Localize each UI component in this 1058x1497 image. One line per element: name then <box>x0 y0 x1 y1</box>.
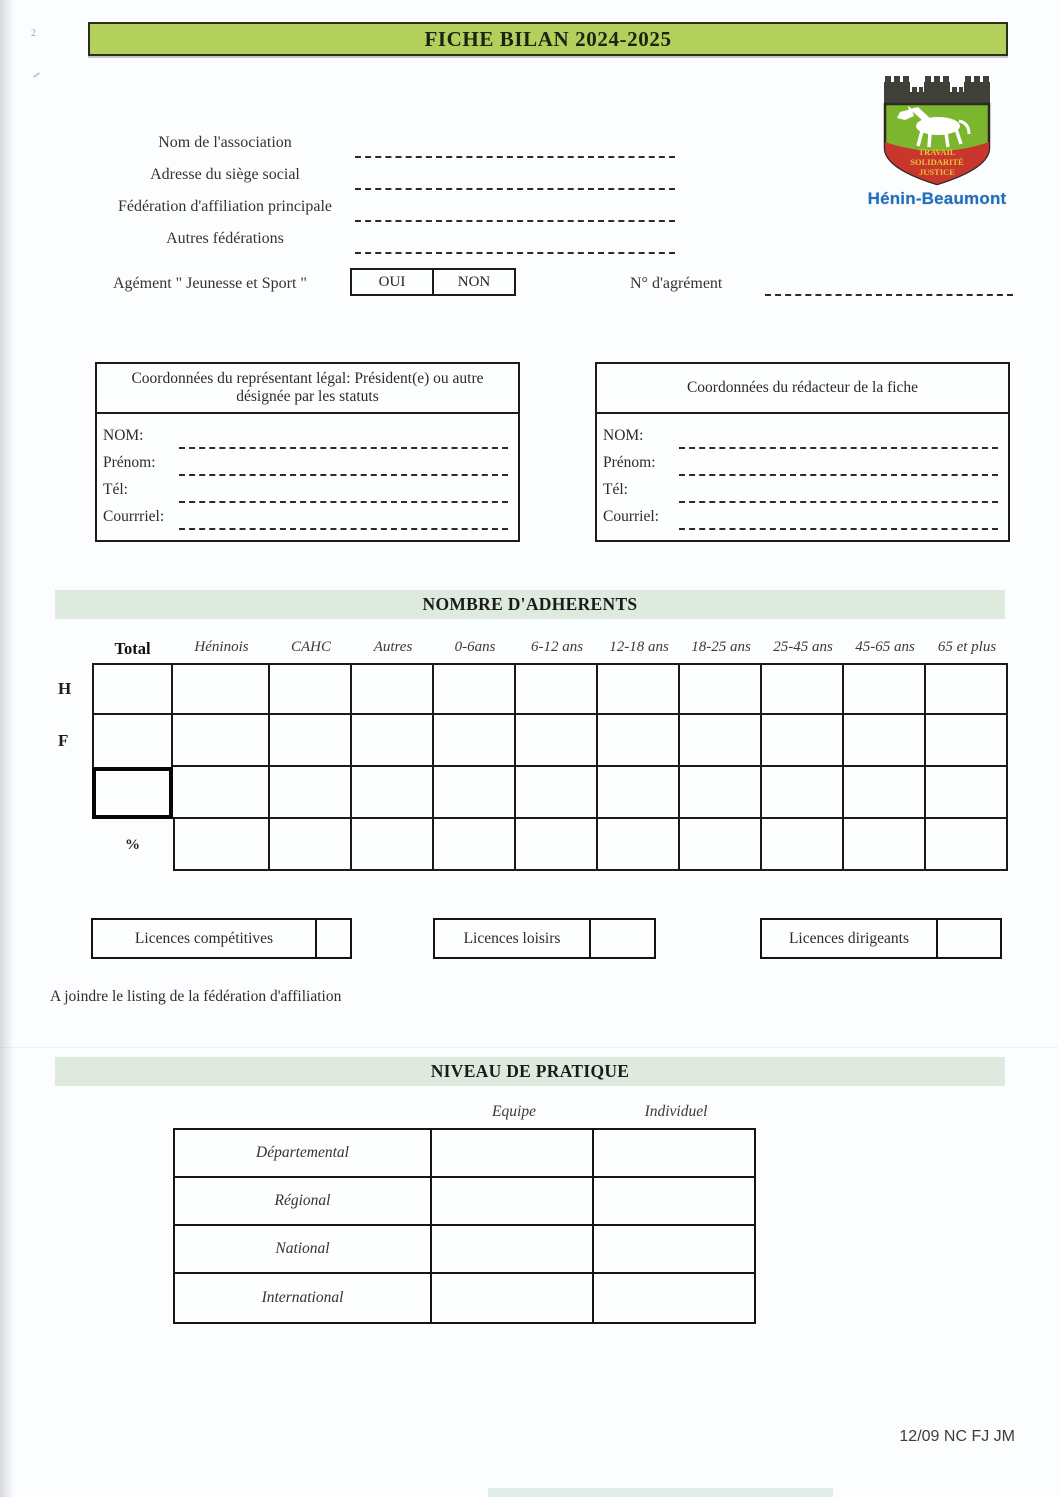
redactor-title: Coordonnées du rédacteur de la fiche <box>597 364 1008 414</box>
field-row <box>103 424 508 451</box>
legal-representative-title: Coordonnées du représentant légal: Président(e) ou autre désignée par les statuts <box>97 364 518 414</box>
adherents-cell[interactable] <box>434 715 516 767</box>
pratique-level-label: Régional <box>175 1178 432 1224</box>
field-row <box>100 190 680 222</box>
legal-tel-label: Tél: <box>103 481 128 498</box>
adherents-cell[interactable] <box>352 715 434 767</box>
adherents-cell[interactable] <box>270 767 352 819</box>
redactor-nom-input-line[interactable] <box>679 447 998 449</box>
adherents-column-header: Héninois <box>194 639 249 655</box>
pratique-row <box>175 1226 754 1274</box>
adherents-cell[interactable] <box>926 663 1008 715</box>
adherents-cell[interactable] <box>844 715 926 767</box>
pratique-row <box>175 1178 754 1226</box>
adherents-cell[interactable] <box>844 819 926 871</box>
legal-prenom-input-line[interactable] <box>179 474 508 476</box>
field-row <box>103 505 508 532</box>
adherents-column-header: 25-45 ans <box>773 639 833 655</box>
legal-representative-box <box>95 362 520 542</box>
adherents-column-header: Total <box>114 639 151 658</box>
redactor-prenom-input-line[interactable] <box>679 474 998 476</box>
adherents-cell[interactable] <box>762 663 844 715</box>
adherents-cell[interactable] <box>92 767 173 819</box>
field-row <box>603 424 998 451</box>
adherents-cell[interactable] <box>516 767 598 819</box>
city-logo <box>857 76 1017 209</box>
pratique-row <box>175 1274 754 1322</box>
field-row <box>100 158 680 190</box>
adherents-cell[interactable] <box>173 663 270 715</box>
federation-listing-note: A joindre le listing de la fédération d'affiliation <box>50 988 342 1005</box>
pratique-level-label: International <box>175 1274 432 1322</box>
adherents-cell[interactable] <box>352 663 434 715</box>
adherents-column-header: CAHC <box>290 639 331 655</box>
field-row <box>603 451 998 478</box>
legal-nom-label: NOM: <box>103 427 144 444</box>
scan-edge-shadow <box>0 0 14 1497</box>
adherents-cell[interactable] <box>680 663 762 715</box>
licences-dirigeants-box <box>760 918 1002 959</box>
adherents-cell[interactable] <box>270 663 352 715</box>
title-banner <box>88 22 1008 56</box>
adherents-column-header: 12-18 ans <box>609 639 669 655</box>
motto-line-3: JUSTICE <box>919 167 955 177</box>
adherents-cell[interactable] <box>270 819 352 871</box>
motto-line-1: TRAVAIL <box>918 147 956 157</box>
adherents-column-header: 65 et plus <box>937 639 997 655</box>
adherents-cell[interactable] <box>598 819 680 871</box>
adherents-cell[interactable] <box>516 715 598 767</box>
adherents-cell[interactable] <box>270 715 352 767</box>
adherents-section-title: NOMBRE D'ADHERENTS <box>422 594 638 614</box>
autres-federations-input-line[interactable] <box>355 252 675 254</box>
pratique-col-equipe: Equipe <box>492 1103 536 1120</box>
scan-artifact-strip <box>488 1488 833 1497</box>
field-row <box>603 478 998 505</box>
pratique-equipe-cell[interactable] <box>432 1130 594 1176</box>
redactor-box <box>595 362 1010 542</box>
agrement-number-input-line[interactable] <box>765 294 1013 296</box>
scan-mark-dash <box>33 72 40 78</box>
licences-dirigeants-value-cell[interactable] <box>938 920 1000 957</box>
association-info-fields <box>100 126 680 254</box>
adherents-percent-label: % <box>125 836 140 853</box>
adherents-cell[interactable] <box>762 715 844 767</box>
agrement-options <box>350 268 516 296</box>
autres-federations-label: Autres fédérations <box>166 230 284 247</box>
adherents-grid <box>92 663 1008 871</box>
licences-loisirs-box <box>433 918 656 959</box>
pratique-individuel-cell[interactable] <box>594 1178 754 1224</box>
adherents-cell[interactable] <box>516 819 598 871</box>
adherents-row-label-h: H <box>58 679 72 698</box>
pratique-individuel-cell[interactable] <box>594 1274 754 1322</box>
city-name-label: Hénin-Beaumont <box>867 189 1007 208</box>
castle-towers-icon <box>884 76 990 106</box>
adherents-cell[interactable] <box>762 767 844 819</box>
adherents-cell[interactable] <box>844 767 926 819</box>
pratique-section-title: NIVEAU DE PRATIQUE <box>430 1061 630 1081</box>
federation-principale-label: Fédération d'affiliation principale <box>117 198 333 215</box>
pratique-individuel-cell[interactable] <box>594 1226 754 1272</box>
adresse-siege-input-line[interactable] <box>355 188 675 190</box>
legal-prenom-label: Prénom: <box>103 454 156 471</box>
legal-courriel-label: Courrriel: <box>103 508 165 525</box>
pratique-section-header <box>55 1057 1005 1086</box>
adherents-cell[interactable] <box>598 663 680 715</box>
agrement-number-label: N° d'agrément <box>630 275 723 292</box>
pratique-equipe-cell[interactable] <box>432 1178 594 1224</box>
adherents-cell[interactable] <box>92 715 173 767</box>
licences-competitives-box <box>91 918 352 959</box>
adherents-cell[interactable] <box>680 819 762 871</box>
field-row <box>103 478 508 505</box>
redactor-tel-input-line[interactable] <box>679 501 998 503</box>
adherents-section-header <box>55 590 1005 619</box>
pratique-table <box>173 1128 756 1324</box>
agrement-option-non[interactable]: NON <box>457 273 491 290</box>
adherents-cell[interactable] <box>598 767 680 819</box>
adherents-cell[interactable] <box>173 767 270 819</box>
legal-tel-input-line[interactable] <box>179 501 508 503</box>
pratique-equipe-cell[interactable] <box>432 1274 594 1322</box>
page-title: FICHE BILAN 2024-2025 <box>424 26 672 51</box>
adherents-column-header: 0-6ans <box>454 639 496 655</box>
licences-competitives-value-cell[interactable] <box>317 920 350 957</box>
adherents-cell[interactable] <box>680 767 762 819</box>
licences-dirigeants-label: Licences dirigeants <box>762 920 938 957</box>
licences-loisirs-label: Licences loisirs <box>435 920 591 957</box>
legal-representative-fields <box>97 414 518 532</box>
adherents-cell[interactable] <box>434 767 516 819</box>
redactor-prenom-label: Prénom: <box>603 454 656 471</box>
coat-of-arms-icon <box>872 76 1002 186</box>
agrement-row <box>113 268 1013 298</box>
adherents-cell[interactable] <box>516 663 598 715</box>
pratique-equipe-cell[interactable] <box>432 1226 594 1272</box>
adherents-cell[interactable] <box>598 715 680 767</box>
field-row <box>603 505 998 532</box>
pratique-level-label: National <box>175 1226 432 1272</box>
redactor-tel-label: Tél: <box>603 481 628 498</box>
adresse-siege-label: Adresse du siège social <box>150 166 300 183</box>
adherents-cell[interactable] <box>844 663 926 715</box>
pratique-level-label: Départemental <box>175 1130 432 1176</box>
federation-principale-input-line[interactable] <box>355 220 675 222</box>
pratique-col-individuel: Individuel <box>644 1103 708 1120</box>
adherents-column-header: 45-65 ans <box>855 639 915 655</box>
nom-association-label: Nom de l'association <box>158 134 292 151</box>
adherents-cell[interactable] <box>92 663 173 715</box>
adherents-column-header: 6-12 ans <box>530 639 584 655</box>
adherents-column-header: Autres <box>373 639 413 655</box>
legal-courriel-input-line[interactable] <box>179 528 508 530</box>
redactor-courriel-label: Courriel: <box>603 508 659 525</box>
pratique-individuel-cell[interactable] <box>594 1130 754 1176</box>
pratique-column-headers <box>432 1103 756 1121</box>
licences-competitives-label: Licences compétitives <box>93 920 317 957</box>
adherents-cell[interactable] <box>434 819 516 871</box>
agrement-option-oui[interactable]: OUI <box>352 270 434 294</box>
licences-loisirs-value-cell[interactable] <box>591 920 654 957</box>
agrement-label: Agément " Jeunesse et Sport " <box>113 275 307 292</box>
redactor-fields <box>597 414 1008 532</box>
nom-association-input-line[interactable] <box>355 156 675 158</box>
adherents-cell[interactable] <box>352 819 434 871</box>
adherents-cell[interactable] <box>173 715 270 767</box>
adherents-cell[interactable] <box>926 715 1008 767</box>
adherents-cell[interactable] <box>762 819 844 871</box>
pratique-row <box>175 1130 754 1178</box>
field-row <box>100 222 680 254</box>
legal-nom-input-line[interactable] <box>179 447 508 449</box>
motto-line-2: SOLIDARITÉ <box>910 157 964 167</box>
field-row <box>100 126 680 158</box>
adherents-cell[interactable] <box>434 663 516 715</box>
adherents-cell[interactable] <box>173 819 270 871</box>
adherents-cell[interactable] <box>680 715 762 767</box>
adherents-cell[interactable] <box>926 767 1008 819</box>
field-row <box>103 451 508 478</box>
adherents-column-header: 18-25 ans <box>691 639 751 655</box>
redactor-nom-label: NOM: <box>603 427 644 444</box>
redactor-courriel-input-line[interactable] <box>679 528 998 530</box>
footer-reference: 12/09 NC FJ JM <box>899 1428 1015 1445</box>
scan-crease <box>0 1047 1058 1048</box>
adherents-row-label-f: F <box>58 731 69 750</box>
adherents-cell[interactable] <box>352 767 434 819</box>
adherents-cell[interactable] <box>926 819 1008 871</box>
adherents-header-row <box>92 639 1008 659</box>
scan-mark: 2 <box>31 28 36 39</box>
